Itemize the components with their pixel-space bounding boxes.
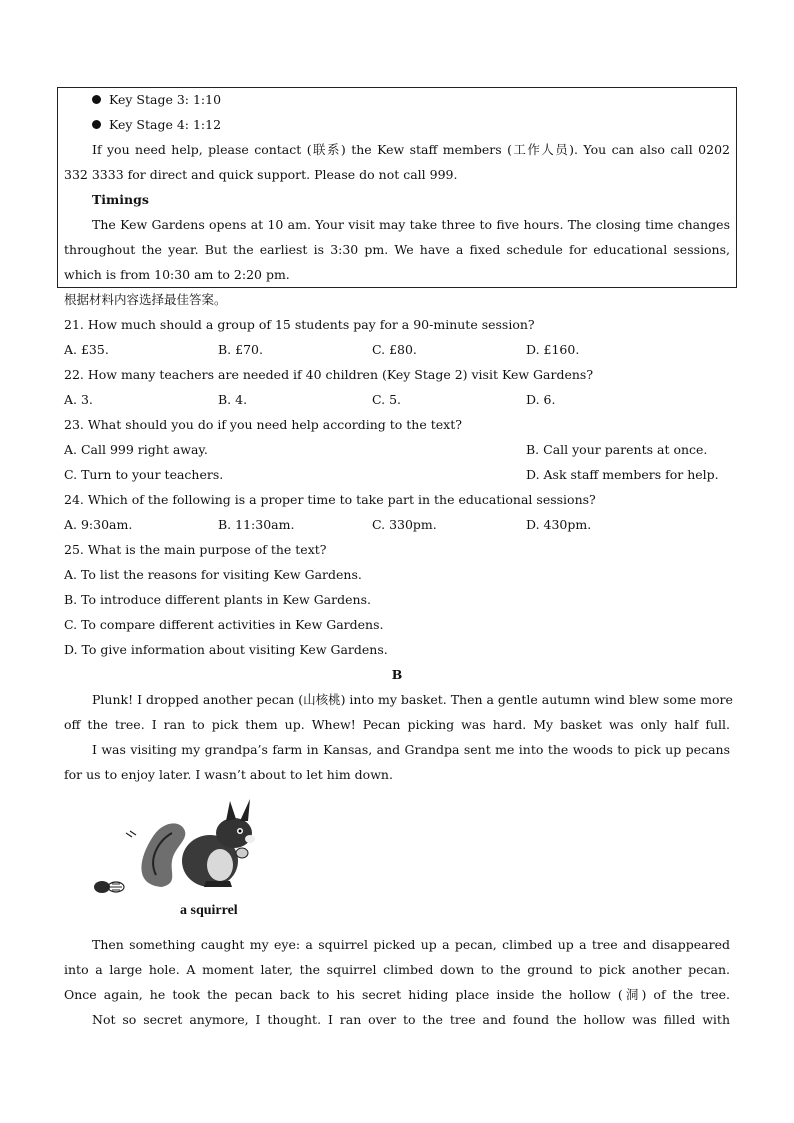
key-stage-4-text: Key Stage 4: 1:12 bbox=[109, 117, 222, 132]
figure-caption: a squirrel bbox=[180, 903, 238, 918]
timings-line-3: which is from 10:30 am to 2:20 pm. bbox=[64, 267, 290, 282]
help-line-1: If you need help, please contact (联系) the Kew staff members (工作人员). You can also call 0202 bbox=[92, 142, 730, 157]
q24-option-a: A. 9:30am. bbox=[64, 517, 133, 532]
instruction: 根据材料内容选择最佳答案。 bbox=[64, 292, 227, 307]
q21-option-a: A. £35. bbox=[64, 342, 109, 357]
q23-option-a: A. Call 999 right away. bbox=[64, 442, 208, 457]
section-b-heading: B bbox=[391, 667, 403, 682]
q25-option-d: D. To give information about visiting Kew Gardens. bbox=[64, 642, 388, 657]
q24-option-b: B. 11:30am. bbox=[218, 517, 295, 532]
q25-option-c: C. To compare different activities in Kew Gardens. bbox=[64, 617, 384, 632]
q22-option-c: C. 5. bbox=[372, 392, 401, 407]
bullet-icon bbox=[92, 95, 101, 104]
q21-option-d: D. £160. bbox=[526, 342, 580, 357]
key-stage-3 bbox=[92, 89, 730, 111]
question-21: 21. How much should a group of 15 students pay for a 90-minute session? bbox=[64, 317, 535, 332]
question-24: 24. Which of the following is a proper time to take part in the educational sessions? bbox=[64, 492, 596, 507]
help-line-2: 332 3333 for direct and quick support. Please do not call 999. bbox=[64, 167, 458, 182]
key-stage-4 bbox=[92, 114, 730, 136]
q22-option-d: D. 6. bbox=[526, 392, 556, 407]
q22-option-a: A. 3. bbox=[64, 392, 93, 407]
q23-option-b: B. Call your parents at once. bbox=[526, 442, 708, 457]
squirrel-illustration bbox=[92, 795, 262, 895]
q24-option-c: C. 330pm. bbox=[372, 517, 437, 532]
passage-b-p1-line1: Plunk! I dropped another pecan (山核桃) into my basket. Then a gentle autumn wind blew some more bbox=[92, 692, 733, 707]
passage-b-p4-line1: Not so secret anymore, I thought. I ran over to the tree and found the hollow was filled with bbox=[92, 1012, 730, 1027]
question-23: 23. What should you do if you need help according to the text? bbox=[64, 417, 462, 432]
timings-heading: Timings bbox=[92, 192, 149, 207]
q21-option-c: C. £80. bbox=[372, 342, 417, 357]
question-25: 25. What is the main purpose of the text? bbox=[64, 542, 327, 557]
bullet-icon bbox=[92, 120, 101, 129]
passage-b-p1-line2: off the tree. I ran to pick them up. Whew! Pecan picking was hard. My basket was only half full. bbox=[64, 717, 730, 732]
q21-option-b: B. £70. bbox=[218, 342, 263, 357]
timings-line-1: The Kew Gardens opens at 10 am. Your visit may take three to five hours. The closing time changes bbox=[92, 217, 730, 232]
q25-option-a: A. To list the reasons for visiting Kew Gardens. bbox=[64, 567, 362, 582]
passage-b-p2-line2: for us to enjoy later. I wasn’t about to let him down. bbox=[64, 767, 393, 782]
passage-b-p2-line1: I was visiting my grandpa’s farm in Kansas, and Grandpa sent me into the woods to pick up pecans bbox=[92, 742, 730, 757]
q25-option-b: B. To introduce different plants in Kew Gardens. bbox=[64, 592, 371, 607]
passage-b-p3-line3: Once again, he took the pecan back to his secret hiding place inside the hollow (洞) of the tree. bbox=[64, 987, 730, 1002]
timings-line-2: throughout the year. But the earliest is 3:30 pm. We have a fixed schedule for educational sessions, bbox=[64, 242, 730, 257]
q23-option-c: C. Turn to your teachers. bbox=[64, 467, 224, 482]
key-stage-3-text: Key Stage 3: 1:10 bbox=[109, 92, 222, 107]
passage-b-p3-line2: into a large hole. A moment later, the squirrel climbed down to the ground to pick another pecan. bbox=[64, 962, 730, 977]
q22-option-b: B. 4. bbox=[218, 392, 248, 407]
q24-option-d: D. 430pm. bbox=[526, 517, 592, 532]
q23-option-d: D. Ask staff members for help. bbox=[526, 467, 719, 482]
passage-b-p3-line1: Then something caught my eye: a squirrel picked up a pecan, climbed up a tree and disappeared bbox=[92, 937, 730, 952]
question-22: 22. How many teachers are needed if 40 children (Key Stage 2) visit Kew Gardens? bbox=[64, 367, 594, 382]
